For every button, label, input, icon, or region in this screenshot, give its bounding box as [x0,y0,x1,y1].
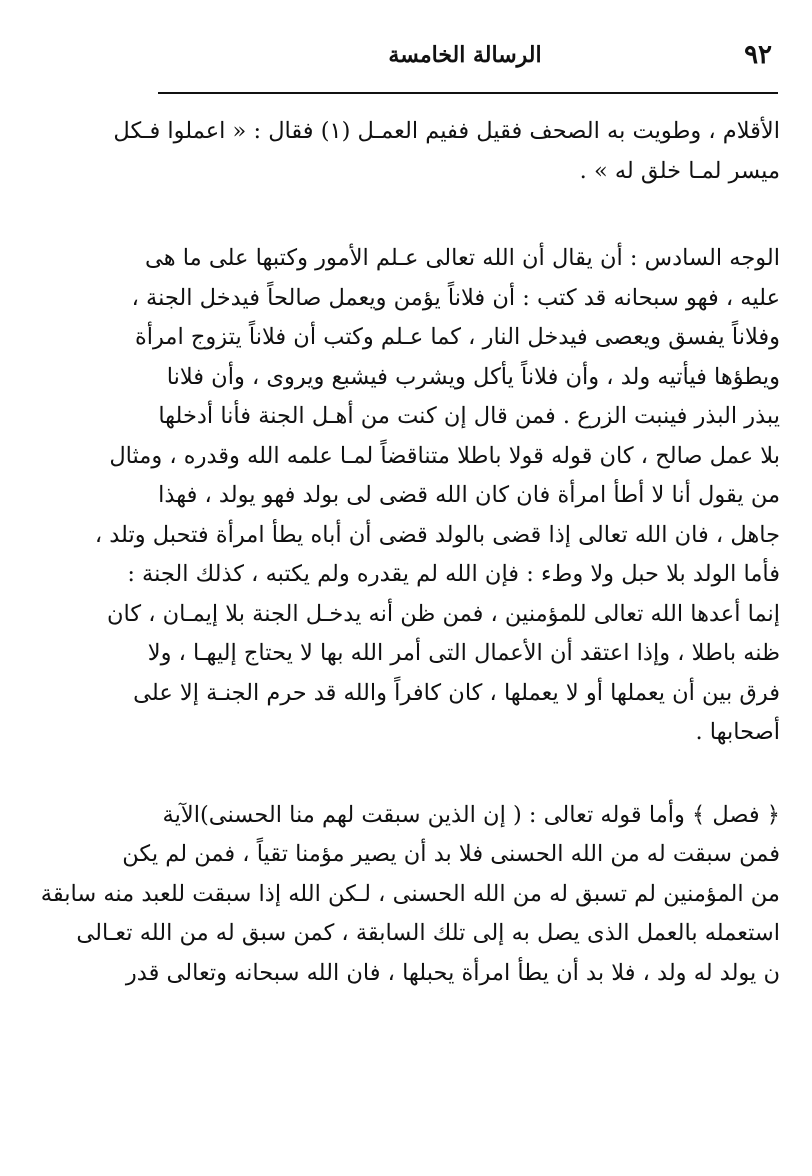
text-line: ويطؤها فيأتيه ولد ، وأن فلاناً يأكل ويشرب فيشبع ويروى ، وأن فلانا [166,363,780,390]
page-header [158,38,772,78]
paragraph-1 [113,112,780,191]
page-number: ٩٢ [744,40,772,70]
text-line: أصحابها . [695,719,780,745]
text-line: وفلاناً يفسق ويعصى فيدخل النار ، كما عـلم وكتب أن فلاناً يتزوج امرأة [134,324,780,350]
text-line: جاهل ، فان الله تعالى إذا قضى بالولد قضى أن أباه يطأ امرأة فتحبل وتلد ، [94,521,780,548]
text-line: الأقلام ، وطويت به الصحف فقيل ففيم العمـل (١) فقال : « اعملوا فـكل [113,118,780,144]
paragraph-gap [160,753,780,796]
text-line: إنما أعدها الله تعالى للمؤمنين ، فمن ظن أنه يدخـل الجنة بلا إيمـان ، كان [106,600,780,627]
text-line: من المؤمنين لم تسبق له من الله الحسنى ، لـكن الله إذا سبقت للعبد منه سابقة [40,880,780,907]
text-line: فأما الولد بلا حبل ولا وطء : فإن الله لم يقدره ولم يكتبه ، كذلك الجنة : [127,561,780,587]
text-line: الوجه السادس : أن يقال أن الله تعالى عـلم الأمور وكتبها على ما هى [145,245,780,271]
body-text [40,112,780,993]
paragraph-gap [160,191,780,239]
text-line: عليه ، فهو سبحانه قد كتب : أن فلاناً يؤمن ويعمل صالحاً فيدخل الجنة ، [131,284,780,311]
paragraph-3 [40,796,780,994]
running-title: الرسالة الخامسة [388,42,542,68]
paragraph-2 [94,239,780,753]
text-line: ﴿ فصل ﴾ وأما قوله تعالى : ( إن الذين سبقت لهم منا الحسنى)الآية [162,801,780,828]
text-line: ميسر لمـا خلق له » . [579,157,780,184]
text-line: بلا عمل صالح ، كان قوله قولا باطلا متناقضاً لمـا علمه الله وقدره ، ومثال [109,442,780,469]
text-line: فمن سبقت له من الله الحسنى فلا بد أن يصير مؤمنا تقياً ، فمن لم يكن [122,841,780,867]
text-line: ظنه باطلا ، وإذا اعتقد أن الأعمال التى أمر الله بها لا يحتاج إليهـا ، ولا [147,640,780,666]
text-line: ن يولد له ولد ، فلا بد أن يطأ امرأة يحبلها ، فان الله سبحانه وتعالى قدر [125,959,780,986]
text-line: استعمله بالعمل الذى يصل به إلى تلك السابقة ، كمن سبق له من الله تعـالى [76,920,780,946]
text-line: فرق بين أن يعملها أو لا يعملها ، كان كافراً والله قد حرم الجنـة إلا على [133,679,780,706]
header-rule [158,92,778,94]
text-line: من يقول أنا لا أطأ امرأة فان كان الله قضى لى بولد فهو يولد ، فهذا [158,482,780,508]
text-line: يبذر البذر فينبت الزرع . فمن قال إن كنت من أهـل الجنة فأنا أدخلها [158,403,780,429]
